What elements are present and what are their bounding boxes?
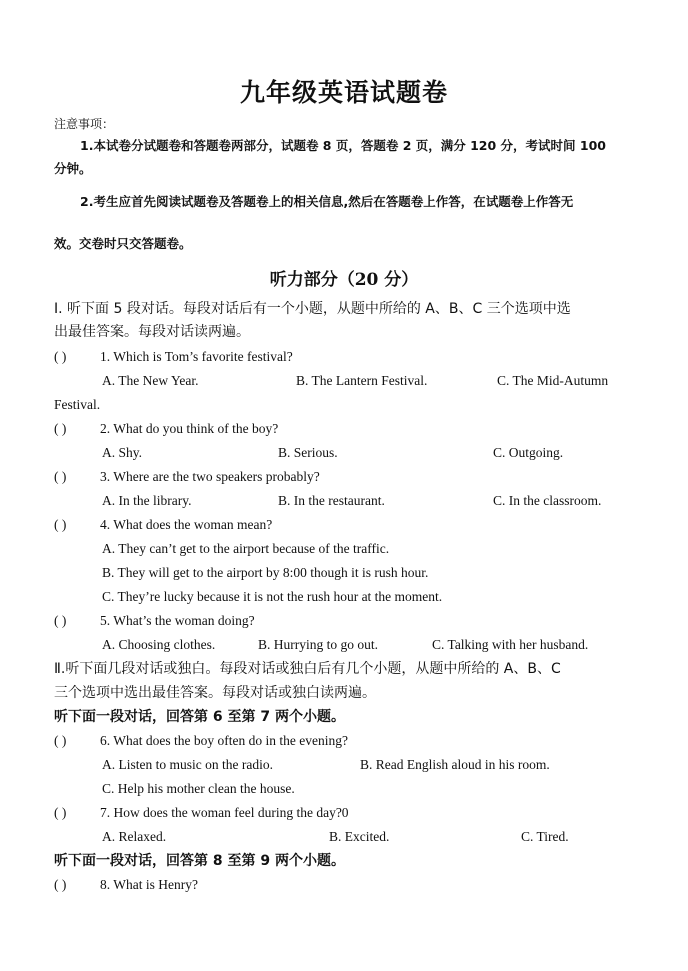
q7-option-b: B. Excited.	[329, 829, 390, 844]
q1-option-c: C. The Mid-Autumn	[497, 373, 609, 388]
question-1	[54, 350, 293, 364]
listening-section-title: 听力部分（20 分）	[269, 270, 419, 290]
q2-option-c: C. Outgoing.	[493, 445, 564, 460]
part1-instruction-line1: Ⅰ. 听下面 5 段对话。每段对话后有一个小题，从题中所给的 A、B、C 三个选项中选	[54, 301, 571, 317]
question-7	[54, 806, 349, 820]
subsection-q6-q7: 听下面一段对话，回答第 6 至第 7 两个小题。	[54, 709, 345, 725]
q1-option-a: A. The New Year.	[102, 373, 199, 388]
question-4	[54, 518, 272, 532]
answer-bracket[interactable]: ( )	[54, 469, 67, 484]
subsection-q8-q9: 听下面一段对话，回答第 8 至第 9 两个小题。	[54, 853, 345, 869]
q4-option-a: A. They can’t get to the airport because of the traffic.	[102, 541, 390, 556]
question-1-stem: 1. Which is Tom’s favorite festival?	[100, 349, 293, 364]
question-2-stem: 2. What do you think of the boy?	[100, 421, 279, 436]
question-2	[54, 422, 278, 436]
q4-option-b: B. They will get to the airport by 8:00 though it is rush hour.	[102, 565, 429, 580]
q6-option-c: C. Help his mother clean the house.	[102, 781, 295, 796]
part2-instruction-line1: Ⅱ.听下面几段对话或独白。每段对话或独白后有几个小题，从题中所给的 A、B、C	[54, 661, 561, 677]
question-5	[54, 614, 255, 628]
question-7-stem: 7. How does the woman feel during the day?0	[100, 805, 349, 820]
question-4-stem: 4. What does the woman mean?	[100, 517, 273, 532]
question-3	[54, 470, 320, 484]
notice-item2-line1: 2.考生应首先阅读试题卷及答题卷上的相关信息,然后在答题卷上作答，在试题卷上作答无	[80, 194, 574, 209]
q5-option-c: C. Talking with her husband.	[432, 637, 589, 652]
q3-option-a: A. In the library.	[102, 493, 192, 508]
q1-option-b: B. The Lantern Festival.	[296, 373, 428, 388]
part1-instruction-line2: 出最佳答案。每段对话读两遍。	[54, 324, 250, 340]
answer-bracket[interactable]: ( )	[54, 421, 67, 436]
notice-item1-line2: 分钟。	[54, 161, 92, 176]
notice-item2-line2: 效。交卷时只交答题卷。	[54, 236, 192, 251]
answer-bracket[interactable]: ( )	[54, 733, 67, 748]
q5-option-a: A. Choosing clothes.	[102, 637, 216, 652]
q7-option-c: C. Tired.	[521, 829, 569, 844]
question-3-stem: 3. Where are the two speakers probably?	[100, 469, 320, 484]
answer-bracket[interactable]: ( )	[54, 805, 67, 820]
q2-option-b: B. Serious.	[278, 445, 338, 460]
question-6	[54, 734, 348, 748]
question-8-stem: 8. What is Henry?	[100, 877, 198, 892]
notice-item1-line1: 1.本试卷分试题卷和答题卷两部分，试题卷 8 页，答题卷 2 页，满分 120 分，考试时间 100	[80, 138, 606, 153]
answer-bracket[interactable]: ( )	[54, 349, 67, 364]
answer-bracket[interactable]: ( )	[54, 613, 67, 628]
question-8	[54, 878, 198, 892]
q5-option-b: B. Hurrying to go out.	[258, 637, 378, 652]
q3-option-c: C. In the classroom.	[493, 493, 602, 508]
q6-option-b: B. Read English aloud in his room.	[360, 757, 550, 772]
q1-option-c-continued: Festival.	[54, 397, 101, 412]
exam-title: 九年级英语试题卷	[239, 78, 448, 107]
answer-bracket[interactable]: ( )	[54, 517, 67, 532]
q7-option-a: A. Relaxed.	[102, 829, 167, 844]
q4-option-c: C. They’re lucky because it is not the rush hour at the moment.	[102, 589, 443, 604]
q6-option-a: A. Listen to music on the radio.	[102, 757, 273, 772]
q2-option-a: A. Shy.	[102, 445, 143, 460]
question-5-stem: 5. What’s the woman doing?	[100, 613, 255, 628]
part2-instruction-line2: 三个选项中选出最佳答案。每段对话或独白读两遍。	[54, 685, 376, 701]
q3-option-b: B. In the restaurant.	[278, 493, 385, 508]
notice-heading: 注意事项：	[54, 117, 115, 131]
question-6-stem: 6. What does the boy often do in the evening?	[100, 733, 348, 748]
answer-bracket[interactable]: ( )	[54, 877, 67, 892]
